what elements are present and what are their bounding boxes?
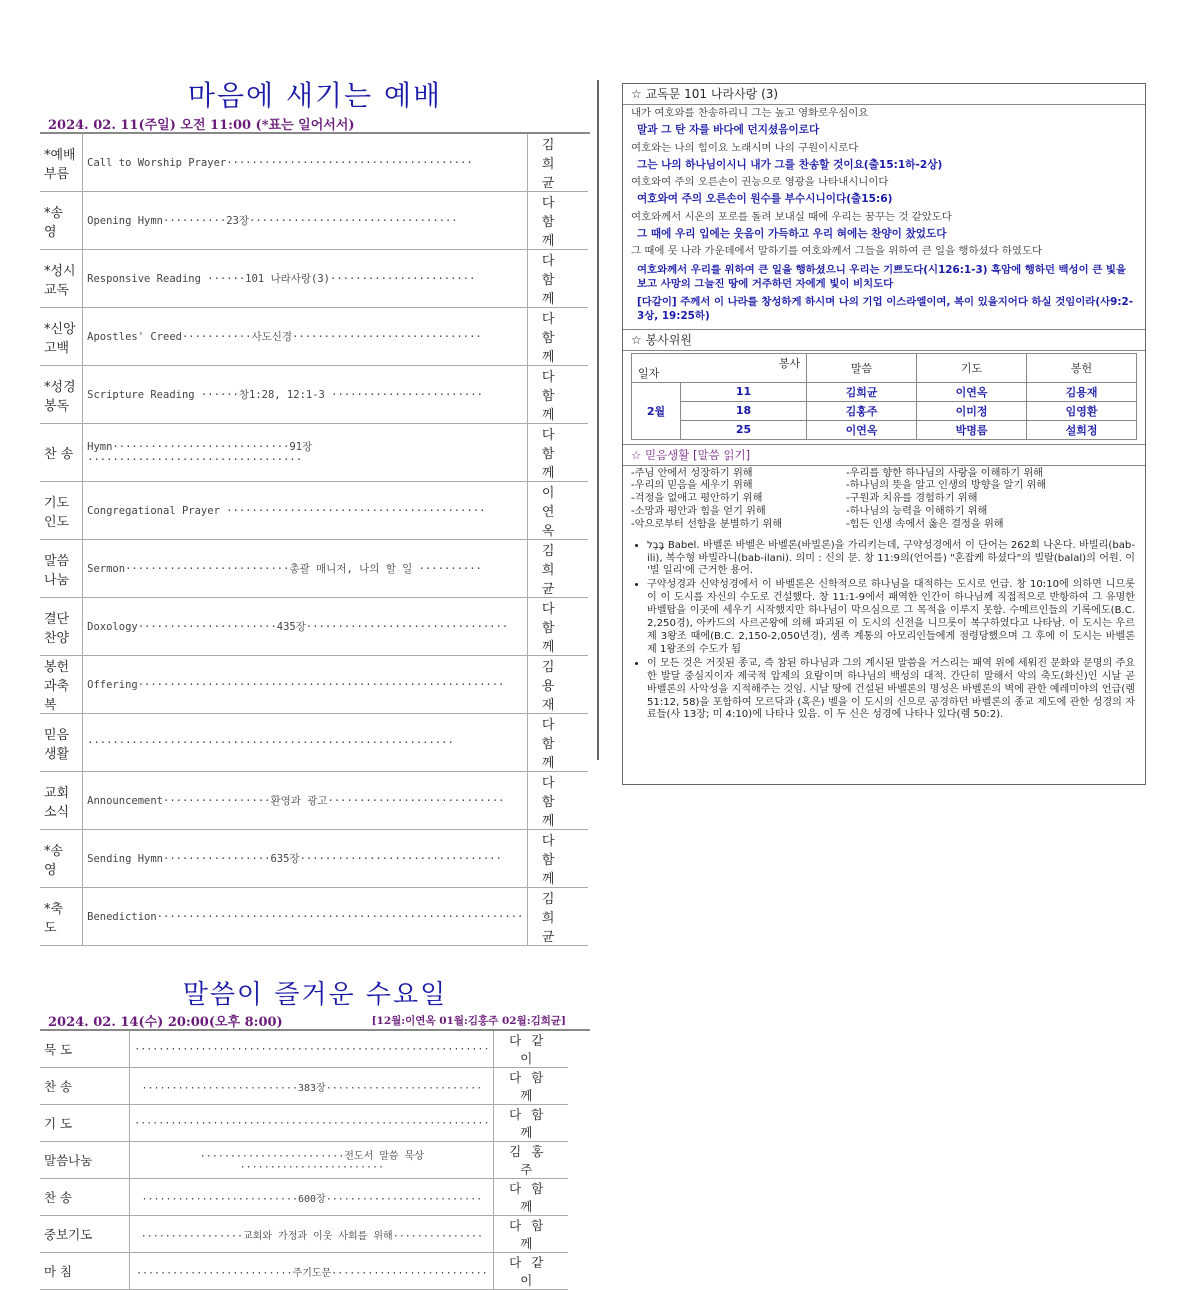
sunday-cell-l: 다함께 <box>528 830 588 888</box>
reading-line: 말과 그 탄 자를 바다에 던지셨음이로다 <box>637 124 820 137</box>
wednesday-schedule: [12월:이연옥 01월:김홍주 02월:김희균] <box>371 1015 566 1027</box>
service-row <box>632 420 1137 439</box>
wednesday-cell-d: ··························································· <box>130 1105 494 1142</box>
faith-header: ☆ 믿음생활 [말씀 읽기] <box>623 444 1145 466</box>
sunday-cell-k: *신앙고백 <box>40 308 83 366</box>
sunday-order-row <box>40 830 588 888</box>
goal-left: -소망과 평안과 힘을 얻기 위해 <box>631 506 766 518</box>
service-cell-a: 김희균 <box>807 382 917 401</box>
goal-left: -걱정을 없애고 평안하기 위해 <box>631 493 763 505</box>
faith-bullet: • בָּבֶל Babel. 바벨론 바벨은 바벨론(바빌론)을 가리키는데, 구약성경에서 이 단어는 262회 나온다. 바빌리(bab-ili), 복수형 바빌라니(bab-ilani). 의미 : 신의 문. 창 11:9의(언어를) "혼잡케 하셨다"의 빌랄(balal)의 어원. 이 '빌 일리'에 근거한 용어. <box>647 540 1135 579</box>
service-cell-day: 18 <box>681 401 807 420</box>
wednesday-cell-k: 마 침 <box>40 1253 130 1290</box>
service-cell-a: 이연옥 <box>807 420 917 439</box>
sunday-cell-k: *예배부름 <box>40 134 83 192</box>
sunday-order-row <box>40 714 588 772</box>
reading-long-1: 여호와께서 우리를 위하여 큰 일을 행하셨으니 우리는 기쁘도다(시126:1-3) 흑암에 행하던 백성이 큰 빛을 보고 사망의 그늘진 땅에 거주하던 자에게 빛이 비치도다 <box>637 263 1126 290</box>
col-offering: 봉헌 <box>1027 353 1137 382</box>
service-table <box>631 353 1137 440</box>
goal-right: -구원과 치유를 경험하기 위해 <box>846 493 978 505</box>
wednesday-cell-k: 중보기도 <box>40 1216 130 1253</box>
wednesday-order-row <box>40 1216 568 1253</box>
sunday-order-row <box>40 250 588 308</box>
faith-bullets <box>623 540 1145 723</box>
sunday-cell-l: 다함께 <box>528 250 588 308</box>
sunday-cell-l: 김용재 <box>528 656 588 714</box>
sunday-order-row <box>40 308 588 366</box>
faith-goals <box>623 466 1145 534</box>
wednesday-order-row <box>40 1142 568 1179</box>
reading-line: 그 때에 뭇 나라 가운데에서 말하기를 여호와께서 그들을 위하여 큰 일을 행하셨다 하였도다 <box>631 245 1043 258</box>
wednesday-cell-d: ··························································· <box>130 1031 494 1068</box>
corner-top: 봉사 <box>778 356 801 370</box>
sunday-cell-l: 이연옥 <box>528 482 588 540</box>
sunday-cell-d: Responsive Reading ······101 나라사랑(3)······················· <box>83 250 528 308</box>
sunday-date: 2024. 02. 11(주일) 오전 11:00 (*표는 일어서서) <box>40 114 590 134</box>
goal-right: -힘든 인생 속에서 옳은 결정을 위해 <box>846 518 1004 530</box>
sunday-cell-l: 김희균 <box>528 888 588 946</box>
goal-right: -하나님의 능력을 이해하기 위해 <box>846 506 988 518</box>
sunday-cell-l: 다함께 <box>528 598 588 656</box>
wednesday-order-row <box>40 1031 568 1068</box>
sunday-cell-k: 결단찬양 <box>40 598 83 656</box>
sunday-cell-l: 김희균 <box>528 540 588 598</box>
sunday-cell-l: 다함께 <box>528 772 588 830</box>
reading-line: 여호와여 주의 오른손이 권능으로 영광을 나타내시니이다 <box>631 176 889 189</box>
sunday-order-row <box>40 772 588 830</box>
service-cell-c: 설희정 <box>1027 420 1137 439</box>
sunday-order-table <box>40 134 588 946</box>
sunday-order-row <box>40 888 588 946</box>
sunday-cell-d: Doxology······················435장································ <box>83 598 528 656</box>
sunday-order-row <box>40 192 588 250</box>
service-header: ☆ 봉사위원 <box>623 329 1145 351</box>
sunday-cell-l: 다함께 <box>528 424 588 482</box>
wednesday-cell-l: 김홍주 <box>494 1142 568 1179</box>
corner-bottom: 일자 <box>638 366 660 380</box>
wednesday-cell-l: 다같이 <box>494 1031 568 1068</box>
reading-line: 그는 나의 하나님이시니 내가 그를 찬송할 것이요(출15:1하-2상) <box>637 158 943 171</box>
goal-right: -하나님의 뜻을 알고 인생의 방향을 알기 위해 <box>846 480 1047 492</box>
sunday-cell-k: 봉헌과축복 <box>40 656 83 714</box>
sunday-cell-k: 믿음생활 <box>40 714 83 772</box>
sunday-cell-l: 다함께 <box>528 714 588 772</box>
wednesday-cell-d: ·················교회와 가정과 이웃 사회를 위해··············· <box>130 1216 494 1253</box>
reading-header: ☆ 교독문 101 나라사랑 (3) <box>623 84 1145 105</box>
right-panel <box>622 83 1146 785</box>
wednesday-cell-l: 다함께 <box>494 1105 568 1142</box>
reading-line: 여호와께서 시온의 포로를 돌려 보내실 때에 우리는 꿈꾸는 것 같았도다 <box>631 210 952 223</box>
service-cell-c: 김용재 <box>1027 382 1137 401</box>
sunday-cell-l: 다함께 <box>528 192 588 250</box>
sunday-cell-d: Offering·························································· <box>83 656 528 714</box>
sunday-cell-d: Announcement·················환영과 광고···························· <box>83 772 528 830</box>
reading-line: 내가 여호와를 찬송하리니 그는 높고 영화로우심이요 <box>631 107 869 119</box>
sunday-cell-l: 다함께 <box>528 308 588 366</box>
wednesday-order-row <box>40 1105 568 1142</box>
service-row <box>632 382 1137 401</box>
sunday-cell-k: *축 도 <box>40 888 83 946</box>
wednesday-cell-k: 말씀나눔 <box>40 1142 130 1179</box>
sunday-cell-d: Opening Hymn··········23장································· <box>83 192 528 250</box>
wednesday-cell-l: 다함께 <box>494 1216 568 1253</box>
service-cell-a: 김홍주 <box>807 401 917 420</box>
service-cell-b: 이연옥 <box>917 382 1027 401</box>
sunday-cell-d: Benediction·························································· <box>83 888 528 946</box>
wednesday-cell-l: 다함께 <box>494 1068 568 1105</box>
wednesday-order-row <box>40 1253 568 1290</box>
sunday-cell-k: *송 영 <box>40 192 83 250</box>
sunday-cell-d: Congregational Prayer ········································· <box>83 482 528 540</box>
service-cell-day: 25 <box>681 420 807 439</box>
sunday-order-row <box>40 134 588 192</box>
wednesday-cell-k: 묵 도 <box>40 1031 130 1068</box>
reading-line: 그 때에 우리 입에는 웃음이 가득하고 우리 혀에는 찬양이 찼었도다 <box>637 228 947 241</box>
sunday-order-row <box>40 656 588 714</box>
reading-line: 여호와는 나의 힘이요 노래시며 나의 구원이시로다 <box>631 141 859 154</box>
service-row <box>632 401 1137 420</box>
sunday-cell-d: Sending Hymn·················635장································ <box>83 830 528 888</box>
sunday-cell-d: Call to Worship Prayer······································· <box>83 134 528 192</box>
column-divider <box>597 80 599 760</box>
sunday-order-row <box>40 424 588 482</box>
sunday-cell-k: 교회소식 <box>40 772 83 830</box>
wednesday-cell-l: 다함께 <box>494 1179 568 1216</box>
sunday-order-row <box>40 366 588 424</box>
service-month: 2월 <box>632 382 681 439</box>
col-prayer: 기도 <box>917 353 1027 382</box>
goal-left: -악으로부터 선함을 분별하기 위해 <box>631 518 783 530</box>
faith-bullet: • 이 모든 것은 거짓된 종교, 즉 참된 하나님과 그의 계시된 말씀을 거스리는 패역 위에 세워진 문화와 문명의 주요한 발달 중심지이자 제국적 압제의 요람이며 하나님의 백성의 대적. 간단히 말해서 악의 축도(화신)인 시날 곧 바벨론의 사악성을 지적해주는 것임. 시날 땅에 건설된 바벨론의 명성은 바벨론의 벽에 관한 예레미야의 언급(렘 51:12, 58)을 포함하여 모르닥과 (혹은) 벨을 이 도시의 신으로 공경하던 바벨론의 종교 제도에 관한 성경의 자료들(사 13장; 미 4:10)에 나타나 있음. 이 두 신은 성경에 나타나 있다(렘 50:2). <box>647 658 1135 723</box>
sunday-cell-k: 찬 송 <box>40 424 83 482</box>
reading-long-2: [다같이] 주께서 이 나라를 창성하게 하시며 나의 기업 이스라엘이여, 복이 있을지어다 하실 것임이라(사9:2-3상, 19:25하) <box>637 295 1134 322</box>
wednesday-date <box>40 1011 590 1031</box>
sunday-order-row <box>40 540 588 598</box>
sunday-cell-k: *성경봉독 <box>40 366 83 424</box>
sunday-cell-d: Scripture Reading ······창1:28, 12:1-3 ························ <box>83 366 528 424</box>
goal-left: -주님 안에서 성장하기 위해 <box>631 467 753 479</box>
service-corner <box>632 353 807 382</box>
sunday-cell-d: ·························································· <box>83 714 528 772</box>
sunday-cell-l: 김희균 <box>528 134 588 192</box>
goal-left: -우리의 믿음을 세우기 위해 <box>631 480 753 492</box>
col-sermon: 말씀 <box>807 353 917 382</box>
sunday-cell-k: *성시교독 <box>40 250 83 308</box>
wednesday-cell-d: ··························주기도문·························· <box>130 1253 494 1290</box>
sunday-cell-d: Sermon··························총괄 매니저, 나의 할 일 ·········· <box>83 540 528 598</box>
sunday-title: 마음에 새기는 예배 <box>187 79 443 112</box>
wednesday-order-row <box>40 1179 568 1216</box>
goal-right: -우리를 향한 하나님의 사랑을 이해하기 위해 <box>846 467 1044 479</box>
wednesday-cell-k: 기 도 <box>40 1105 130 1142</box>
sunday-order-row <box>40 482 588 540</box>
wednesday-title: 말씀이 즐거운 수요일 <box>182 980 448 1010</box>
sunday-cell-l: 다함께 <box>528 366 588 424</box>
wednesday-cell-l: 다같이 <box>494 1253 568 1290</box>
wednesday-order-table <box>40 1031 568 1290</box>
wednesday-cell-d: ························전도서 말씀 묵상························ <box>130 1142 494 1179</box>
wednesday-cell-k: 찬 송 <box>40 1179 130 1216</box>
service-cell-c: 임영환 <box>1027 401 1137 420</box>
left-column <box>40 70 590 1290</box>
wednesday-cell-k: 찬 송 <box>40 1068 130 1105</box>
service-cell-b: 이미정 <box>917 401 1027 420</box>
sunday-cell-k: 말씀나눔 <box>40 540 83 598</box>
sunday-cell-d: Apostles' Creed···········사도신경······························ <box>83 308 528 366</box>
sunday-cell-d: Hymn····························91장·································· <box>83 424 528 482</box>
sunday-cell-k: *송 영 <box>40 830 83 888</box>
service-cell-b: 박명름 <box>917 420 1027 439</box>
wednesday-order-row <box>40 1068 568 1105</box>
wednesday-date-text: 2024. 02. 14(수) 20:00(오후 8:00) <box>48 1015 283 1030</box>
reading-lines <box>623 105 1145 261</box>
faith-bullet: • 구약성경과 신약성경에서 이 바벨론은 신학적으로 하나님을 대적하는 도시로 언급. 창 10:10에 의하면 니므롯이 이 도시를 자신의 수도로 건설했다. 창 11:1-9에서 패역한 인간이 하나님께 직접적으로 반항하여 그 유명한 바벨탑을 이곳에 세우기 시작했지만 하나님이 막으심으로 그 목적을 이루지 못함. 수메르인들의 기록에도(B.C. 2,250경), 아카드의 사르곤왕에 의해 파괴된 이 도시의 신전을 니므롯이 복구하였다고 나타남. 이 도시는 우르 제 3왕조 때에(B.C. 2,150-2,050년경), 셈족 계통의 아모리인들에게 점령당했으며 그 후에 이 도시는 바벨론 제 1왕조의 수도가 됨 <box>647 579 1135 656</box>
reading-line: 여호와여 주의 오른손이 원수를 부수시니이다(출15:6) <box>637 193 893 206</box>
sunday-cell-k: 기도인도 <box>40 482 83 540</box>
wednesday-cell-d: ··························600장·························· <box>130 1179 494 1216</box>
wednesday-cell-d: ··························383장·························· <box>130 1068 494 1105</box>
service-cell-day: 11 <box>681 382 807 401</box>
sunday-order-row <box>40 598 588 656</box>
